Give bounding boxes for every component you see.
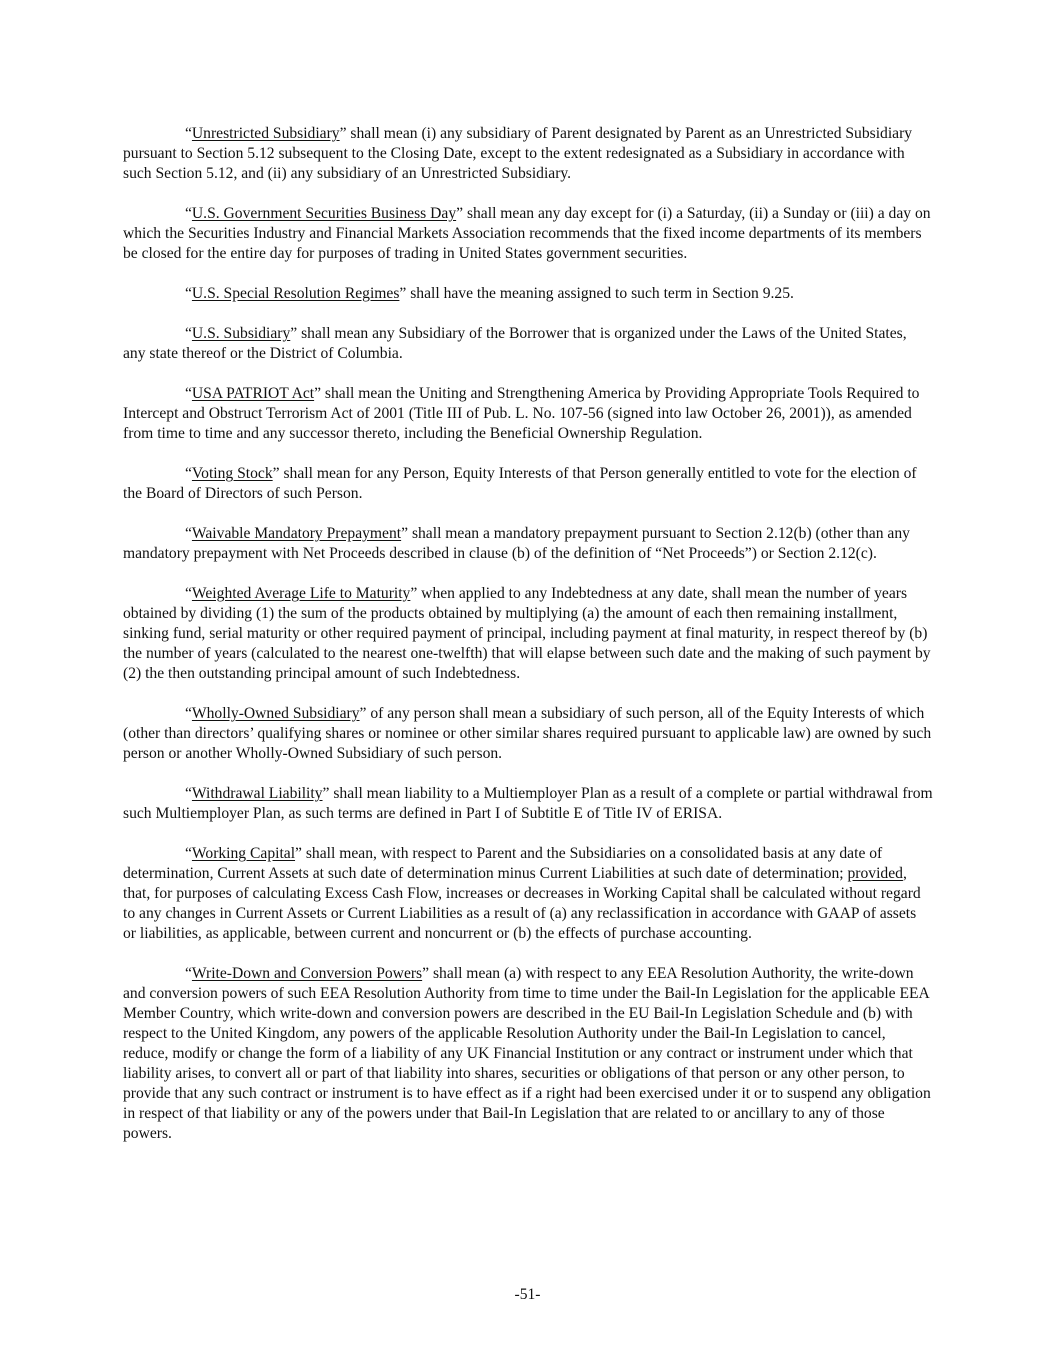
definition-text: of any person shall mean a subsidiary of such person, all of the Equity Interests of which (other than directors’ qualifying shares or nominee or other similar shares required pursuant to applicable law) are owned by such person or another Wholly-Owned Subsidiary of such person. [123,705,932,762]
defined-term: Weighted Average Life to Maturity [191,585,411,602]
definition-text: shall mean liability to a Multiemployer Plan as a result of a complete or partial withdrawal from such Multiemployer Plan, as such terms are defined in Part I of Subtitle E of Title IV of ERISA. [123,785,933,822]
open-quote: “ [185,465,192,482]
defined-term: Wholly-Owned Subsidiary [191,705,360,722]
close-quote: ” [410,585,418,602]
defined-term: USA PATRIOT Act [191,385,315,402]
definition-waivable-mandatory-prepayment [123,524,933,564]
definition-weighted-average-life-to-maturity [123,584,933,684]
definition-us-government-securities-business-day [123,204,933,264]
open-quote: “ [185,965,192,982]
open-quote: “ [185,785,192,802]
definition-text: shall mean for any Person, Equity Interests of that Person generally entitled to vote for the election of the Board of Directors of such Person. [123,465,917,502]
defined-term: Working Capital [191,845,296,862]
defined-term: Unrestricted Subsidiary [191,125,340,142]
definition-unrestricted-subsidiary [123,124,933,184]
open-quote: “ [185,325,192,342]
close-quote: ” [401,525,409,542]
definition-text: when applied to any Indebtedness at any date, shall mean the number of years obtained by dividing (1) the sum of the products obtained by multiplying (a) the amount of each then remaining installment, sinking fund, serial maturity or other required payment of principal, including payment at final maturity, in respect thereof by (b) the number of years (calculated to the nearest one-twelfth) that will elapse between such date and the making of such payment by (2) the then outstanding principal amount of such Indebtedness. [123,585,931,682]
open-quote: “ [185,125,192,142]
defined-term: Withdrawal Liability [191,785,323,802]
close-quote: ” [272,465,280,482]
defined-term: U.S. Subsidiary [191,325,291,342]
document-body [123,124,933,1164]
close-quote: ” [339,125,347,142]
defined-term: U.S. Government Securities Business Day [191,205,457,222]
close-quote: ” [456,205,464,222]
definition-text: shall mean a mandatory prepayment pursuant to Section 2.12(b) (other than any mandatory prepayment with Net Proceeds described in clause (b) of the definition of “Net Proceeds”) or Section 2.12(c). [123,525,910,562]
close-quote: ” [422,965,430,982]
defined-term: Waivable Mandatory Prepayment [191,525,402,542]
definition-text: shall mean any day except for (i) a Saturday, (ii) a Sunday or (iii) a day on which the Securities Industry and Financial Markets Association recommends that the fixed income departments of its members be closed for the entire day for purposes of trading in United States government securities. [123,205,931,262]
close-quote: ” [290,325,298,342]
close-quote: ” [322,785,330,802]
open-quote: “ [185,705,192,722]
definition-wholly-owned-subsidiary [123,704,933,764]
definition-text: shall have the meaning assigned to such term in Section 9.25. [406,285,794,302]
definition-text: shall mean (a) with respect to any EEA Resolution Authority, the write-down and conversion powers of such EEA Resolution Authority from time to time under the Bail-In Legislation for the applicable EEA Member Country, which write-down and conversion powers are described in the EU Bail-In Legislation Schedule and (b) with respect to the United Kingdom, any powers of the applicable Resolution Authority under the Bail-In Legislation to cancel, reduce, modify or change the form of a liability of any UK Financial Institution or any contract or instrument under which that liability arises, to convert all or part of that liability into shares, securities or obligations of that person or any other person, to provide that any such contract or instrument is to have effect as if a right had been exercised under it or to suspend any obligation in respect of that liability or any of the powers under that Bail-In Legislation that are related to or ancillary to any of those powers. [123,965,931,1142]
open-quote: “ [185,845,192,862]
definition-text-continued: , that, for purposes of calculating Excess Cash Flow, increases or decreases in Working Capital shall be calculated without regard to any changes in Current Assets or Current Liabilities as a result of (a) any reclassification in accordance with GAAP of assets or liabilities, as applicable, between current and noncurrent or (b) the effects of purchase accounting. [123,865,921,942]
close-quote: ” [314,385,322,402]
definition-working-capital [123,844,933,944]
definition-us-special-resolution-regimes [123,284,933,304]
open-quote: “ [185,205,192,222]
defined-term: Write-Down and Conversion Powers [191,965,423,982]
page-number: -51- [514,1286,541,1303]
provided-emphasis: provided [847,865,903,882]
close-quote: ” [399,285,407,302]
definition-text: shall mean the Uniting and Strengthening America by Providing Appropriate Tools Required to Intercept and Obstruct Terrorism Act of 2001 (Title III of Pub. L. No. 107-56 (signed into law October 26, 2001)), as amended from time to time and any successor thereto, including the Beneficial Ownership Regulation. [123,385,920,442]
definition-usa-patriot-act [123,384,933,444]
open-quote: “ [185,585,192,602]
close-quote: ” [295,845,302,862]
close-quote: ” [359,705,367,722]
defined-term: Voting Stock [191,465,273,482]
definition-withdrawal-liability [123,784,933,824]
definition-text: shall mean any Subsidiary of the Borrower that is organized under the Laws of the United States, any state thereof or the District of Columbia. [123,325,907,362]
open-quote: “ [185,525,192,542]
definition-text: shall mean (i) any subsidiary of Parent designated by Parent as an Unrestricted Subsidiary pursuant to Section 5.12 subsequent to the Closing Date, except to the extent redesignated as a Subsidiary in accordance with such Section 5.12, and (ii) any subsidiary of an Unrestricted Subsidiary. [123,125,913,182]
open-quote: “ [185,385,192,402]
definition-text: shall mean, with respect to Parent and the Subsidiaries on a consolidated basis at any date of determination, Current Assets at such date of determination minus Current Liabilities at such date of determination; [123,845,883,882]
open-quote: “ [185,285,192,302]
definition-write-down-and-conversion-powers [123,964,933,1144]
defined-term: U.S. Special Resolution Regimes [191,285,400,302]
definition-voting-stock [123,464,933,504]
definition-us-subsidiary [123,324,933,364]
